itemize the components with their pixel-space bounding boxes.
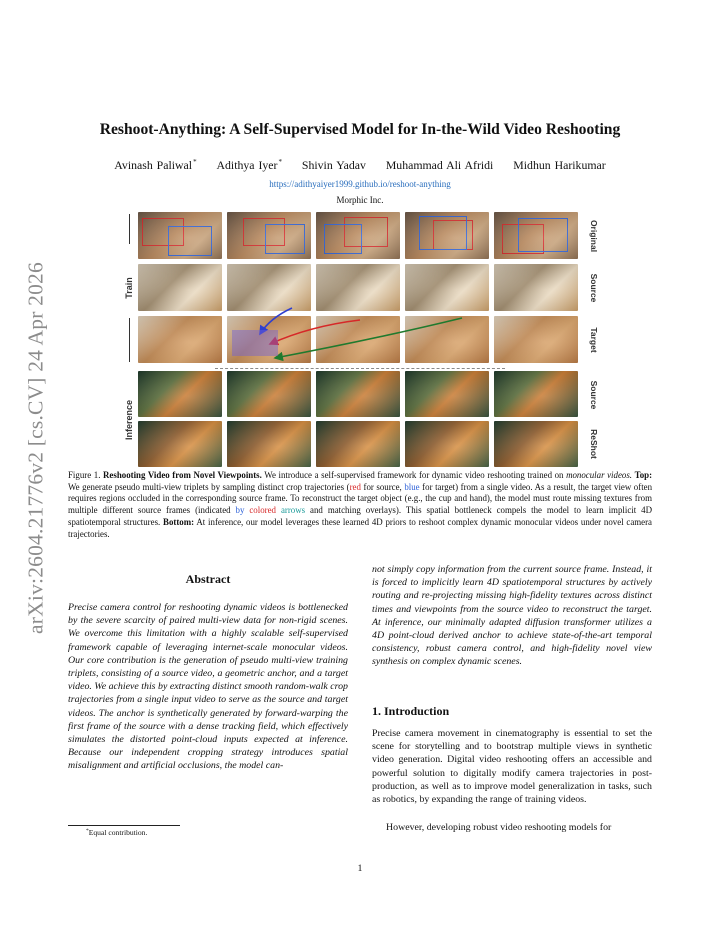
- reshot-frame: [405, 421, 489, 467]
- row-label-original: Original: [589, 219, 599, 253]
- page-number: 1: [357, 863, 363, 874]
- footnote: *Equal contribution.: [86, 828, 148, 837]
- teaser-figure: [120, 208, 598, 464]
- train-inference-divider: [215, 368, 505, 369]
- row-label-inference-source: Source: [589, 380, 599, 410]
- row-label-target: Target: [589, 327, 599, 353]
- paper-title: Reshoot-Anything: A Self-Supervised Model for In-the-Wild Video Reshooting: [99, 121, 621, 138]
- figure-caption: Figure 1. Reshooting Video from Novel Viewpoints. We introduce a self-supervised framework for dynamic video reshooting trained on monocular videos. Top: We generate pseudo multi-view triplets by sampling distinct crop trajectories (red for source, blue for target) from a single video. As a result, the target view often requires regions occluded in the corresponding source frame. To reconstruct the target object (e.g., the cup and hand), the model must route missing textures from multiple different source frames (indicated by colored arrows and matching overlays). This spatial bottleneck compels the model to learn implicit 4D spatiotemporal structures. Bottom: At inference, our model leverages these learned 4D priors to reshoot complex dynamic monocular videos under novel camera trajectories.: [68, 470, 653, 539]
- author-name: Avinash Paliwal*: [114, 158, 197, 172]
- intro-paragraph: However, developing robust video reshooting models for: [386, 822, 612, 833]
- reshot-frame: [138, 421, 222, 467]
- reshot-frame: [494, 421, 578, 467]
- author-name: Shivin Yadav: [301, 158, 366, 172]
- inference-source-frame: [227, 371, 311, 417]
- reshot-frame: [227, 421, 311, 467]
- row-label-reshot: ReShot: [589, 429, 599, 459]
- abstract-heading: Abstract: [185, 572, 231, 586]
- inference-source-frame: [405, 371, 489, 417]
- author-list: [0, 158, 720, 173]
- abstract-text: Precise camera control for reshooting dynamic videos is bottlenecked by the severe scarcity of paired multi-view data for non-rigid scenes. We overcome this limitation with a highly scalable self-supervised framework capable of leveraging internet-scale monocular videos. Our core contribution is the generation of pseudo multi-view training triplets, consisting of a source video, a geometric anchor, and a target video. We achieve this by extracting distinct smooth random-walk crop trajectories from a single input video to serve as the source and target videos. The anchor is synthetically generated by forward-warping the first frame of the source with a dense tracking field, which effectively simulates the distorted point-cloud inputs expected at inference. Because our independent cropping strategy introduces spatial misalignment and artificial occlusions, the model can-: [68, 602, 348, 772]
- arxiv-identifier: arXiv:2604.21776v2 [cs.CV] 24 Apr 2026: [23, 262, 48, 634]
- affiliation: Morphic Inc.: [336, 195, 384, 205]
- row-label-source: Source: [589, 273, 599, 303]
- inference-source-frame: [316, 371, 400, 417]
- inference-source-frame: [138, 371, 222, 417]
- author-name: Adithya Iyer*: [216, 158, 282, 172]
- intro-heading: 1. Introduction: [372, 704, 450, 718]
- inference-group-label: Inference: [124, 399, 134, 441]
- reshot-frame: [316, 421, 400, 467]
- intro-paragraph: Precise camera movement in cinematography is essential to set the scene for storytelling and to bootstrap multiple views in synthetic video generation. Digital video reshooting offers an accessible and powerful solution to digitally modify camera trajectories in post-production, as well as to improve model generalization in tasks, such as robotics, by expanding the range of training videos.: [372, 728, 652, 806]
- footnote-rule: [68, 825, 180, 826]
- author-name: Muhammad Ali Afridi: [385, 158, 494, 172]
- abstract-text-continued: not simply copy information from the current source frame. Instead, it is forced to implicitly learn 4D spatiotemporal structures by actively routing and re-projecting missing high-fidelity textures across distinct times and viewpoints from the source video to reconstruct the target. At inference, our minimally adapted diffusion transformer utilizes a 4D point-cloud derived anchor to achieve state-of-the-art temporal consistency, robust camera control, and high-fidelity novel view synthesis on complex dynamic scenes.: [372, 564, 652, 668]
- author-name: Midhun Harikumar: [513, 158, 606, 172]
- inference-source-frame: [494, 371, 578, 417]
- train-group-label: Train: [124, 277, 134, 299]
- project-url-link[interactable]: https://adithyaiyer1999.github.io/reshoot-anything: [269, 179, 451, 189]
